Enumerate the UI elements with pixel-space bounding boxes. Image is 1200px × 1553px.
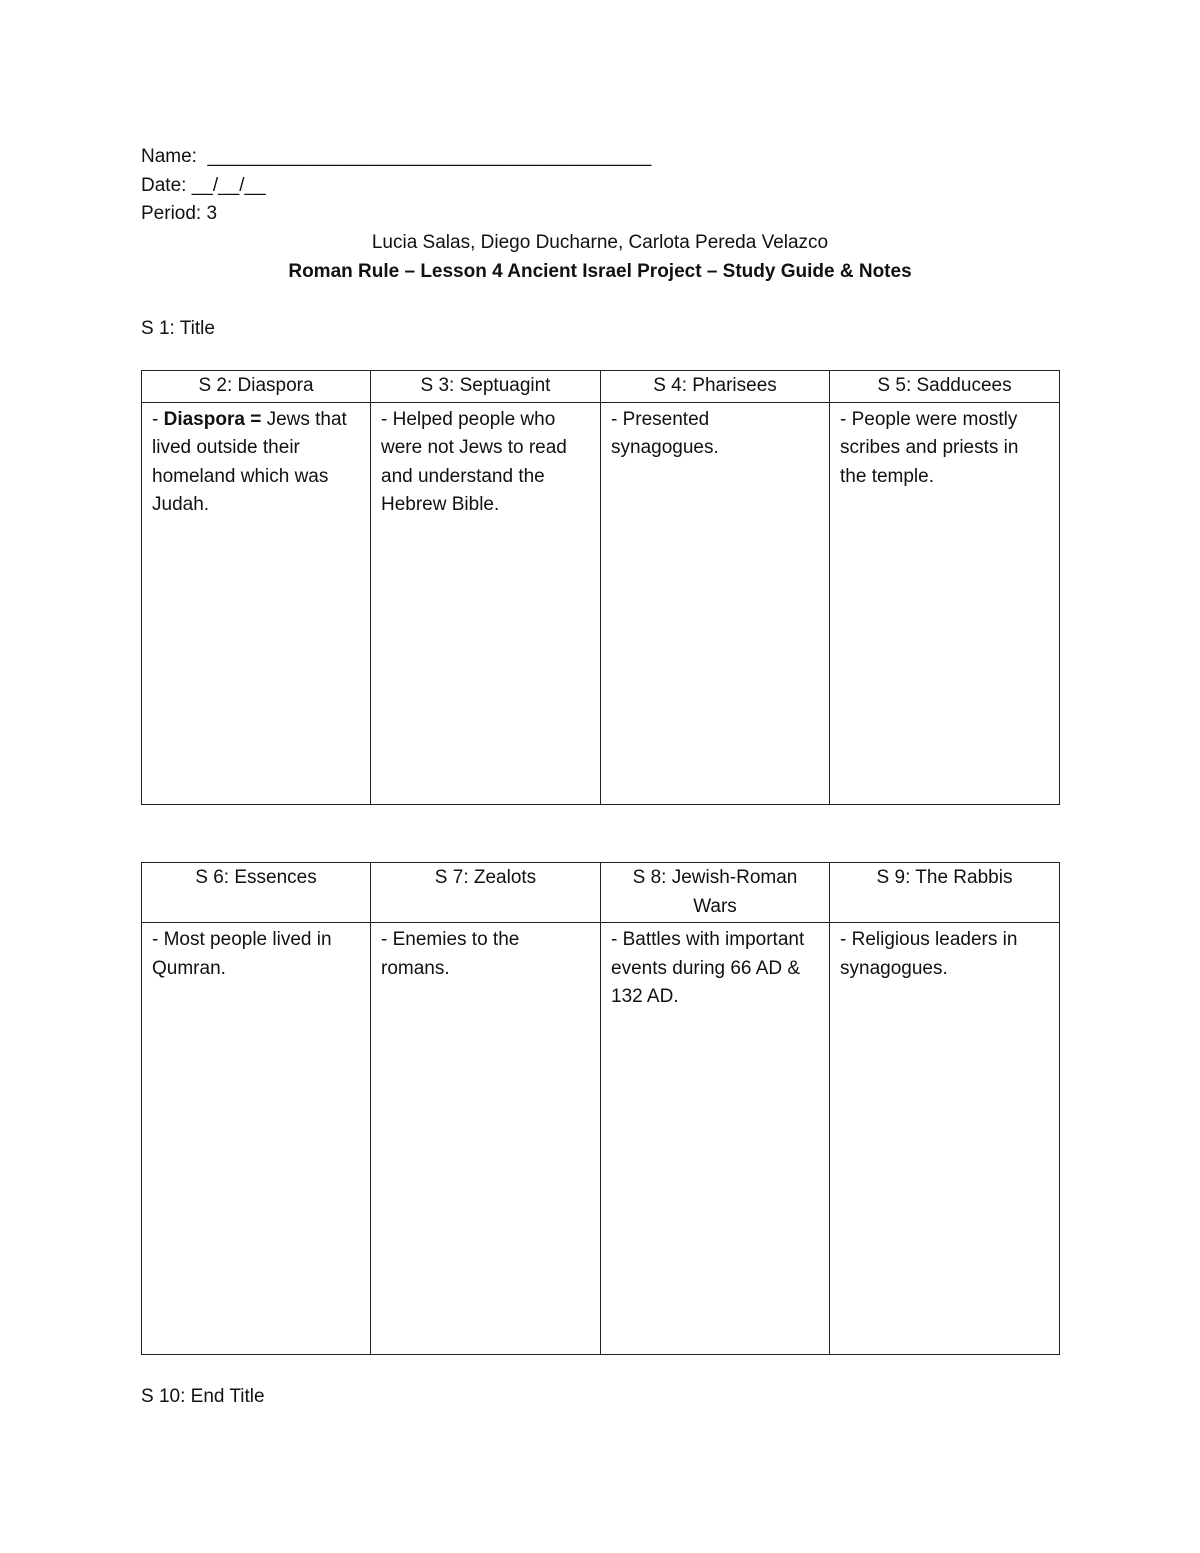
header-cell-diaspora: S 2: Diaspora <box>142 371 371 403</box>
slide-10-label: S 10: End Title <box>141 1386 265 1407</box>
table-row <box>142 923 1060 1355</box>
slide-1-label: S 1: Title <box>141 318 215 339</box>
note-prefix: - <box>152 408 164 430</box>
table-row <box>142 402 1060 804</box>
authors: Lucia Salas, Diego Ducharne, Carlota Pereda Velazco <box>371 232 829 253</box>
document-title: Roman Rule – Lesson 4 Ancient Israel Project – Study Guide & Notes <box>288 261 912 282</box>
date-line: Date: __/__/__ <box>141 175 266 196</box>
table-header-row <box>142 371 1060 403</box>
header-cell-sadducees: S 5: Sadducees <box>830 371 1060 403</box>
header-cell-jewish-roman-wars: S 8: Jewish-Roman Wars <box>601 863 830 923</box>
notes-table-2 <box>141 862 1060 1355</box>
header-cell-pharisees: S 4: Pharisees <box>601 371 830 403</box>
period-line: Period: 3 <box>141 203 218 224</box>
notes-table-1 <box>141 370 1060 805</box>
note-cell-diaspora <box>142 402 371 804</box>
header-cell-essences: S 6: Essences <box>142 863 371 923</box>
note-cell-pharisees: - Presented synagogues. <box>601 402 830 804</box>
note-cell-septuagint: - Helped people who were not Jews to read and understand the Hebrew Bible. <box>371 402 601 804</box>
note-cell-essences: - Most people lived in Qumran. <box>142 923 371 1355</box>
header-cell-zealots: S 7: Zealots <box>371 863 601 923</box>
note-cell-zealots: - Enemies to the romans. <box>371 923 601 1355</box>
name-label: Name: <box>141 146 197 167</box>
header-cell-rabbis: S 9: The Rabbis <box>830 863 1060 923</box>
note-term: Diaspora = <box>163 408 262 430</box>
name-blank: __________________________________________ <box>207 146 652 167</box>
note-cell-sadducees: - People were mostly scribes and priests in the temple. <box>830 402 1060 804</box>
note-definition: Jews that lived outside their homeland which was Judah. <box>152 408 347 515</box>
name-line <box>141 143 651 171</box>
table-header-row <box>142 863 1060 923</box>
header-cell-septuagint: S 3: Septuagint <box>371 371 601 403</box>
note-cell-rabbis: - Religious leaders in synagogues. <box>830 923 1060 1355</box>
note-cell-jewish-roman-wars: - Battles with important events during 66 AD & 132 AD. <box>601 923 830 1355</box>
